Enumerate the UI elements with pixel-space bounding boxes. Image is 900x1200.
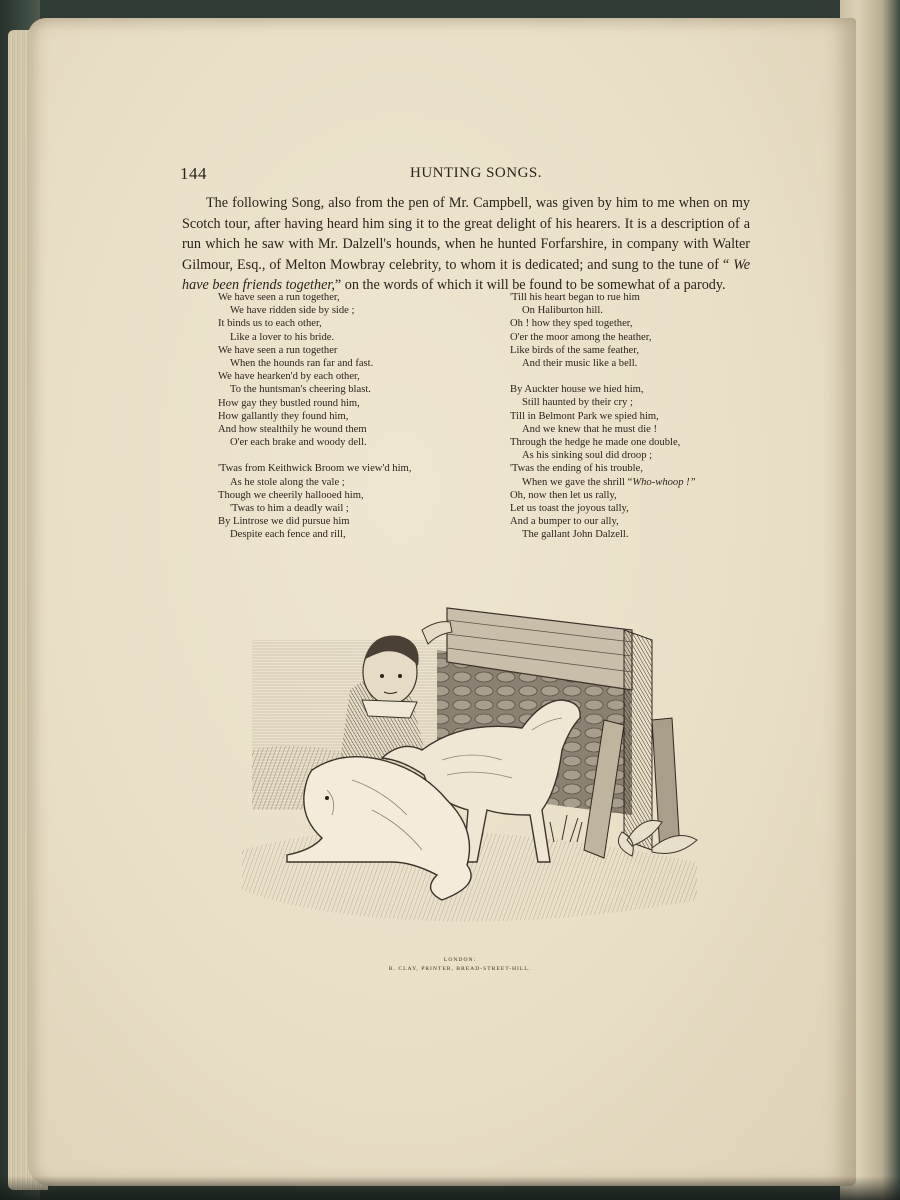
- intro-text-part1: The following Song, also from the pen of Mr. Campbell, was given by him to me when on my Scotch tour, after having heard him sing it to the great delight of his hearers. It is a description of a run which he saw with Mr. Dalzell's hounds, when he hunted Forfarshire, in company with Walter Gilmour, Esq., of Melton Mowbray celebrity, to whom it is dedicated; and sung to the tune of “: [182, 195, 750, 273]
- poem-line: Oh ! how they sped together,: [510, 318, 633, 330]
- poem-stanza: [218, 462, 468, 541]
- page-number: 144: [180, 164, 207, 183]
- poem-line: O'er each brake and woody dell.: [230, 437, 367, 449]
- page-header: [180, 164, 750, 184]
- leaning-post-2: [652, 718, 680, 852]
- poem-line: As his sinking soul did droop ;: [522, 450, 653, 462]
- poem-line: The gallant John Dalzell.: [522, 529, 629, 541]
- poem-line: And how stealthily he wound them: [218, 424, 367, 436]
- poem-stanza: [218, 291, 468, 449]
- poem-line: It binds us to each other,: [218, 318, 322, 330]
- song-title: We have been friends together,: [182, 256, 750, 294]
- poem-line: Despite each fence and rill,: [230, 529, 346, 541]
- poem-line: By Auckter house we hied him,: [510, 384, 644, 396]
- running-head: HUNTING SONGS.: [410, 165, 543, 181]
- intro-text: [182, 193, 750, 296]
- poem-line: And we knew that he must die !: [522, 423, 658, 435]
- poem-line: We have seen a run together,: [218, 292, 340, 303]
- poem-stanza: [510, 383, 770, 541]
- poem-line: We have seen a run together: [218, 344, 338, 356]
- poem-line: As he stole along the vale ;: [230, 476, 345, 488]
- bottom-shadow: [0, 1176, 900, 1200]
- intro-text-part2: ” on the words of which it will be found to be somewhat of a parody.: [334, 277, 726, 294]
- poem-line: Let us toast the joyous tally,: [510, 503, 629, 515]
- poem-line: Still haunted by their cry ;: [522, 397, 633, 409]
- poem-line: O'er the moor among the heather,: [510, 331, 652, 343]
- poem-column-left: [218, 291, 468, 555]
- printer-imprint: [360, 956, 560, 974]
- boy-collar: [362, 700, 417, 718]
- poem-line: 'Till his heart began to rue him: [510, 292, 640, 303]
- poem-line: Like birds of the same feather,: [510, 344, 640, 356]
- poem-line: 'Twas from Keithwick Broom we view'd him,: [218, 463, 412, 475]
- poem-line-italic: Who-whoop !”: [632, 476, 696, 488]
- poem-line: When the hounds ran far and fast.: [230, 358, 374, 370]
- poem-line: And a bumper to our ally,: [510, 516, 619, 528]
- poem-line: Though we cheerily hallooed him,: [218, 489, 364, 501]
- poem-line: And their music like a bell.: [522, 358, 638, 370]
- poem-line: Through the hedge he made one double,: [510, 437, 681, 449]
- poem-line: By Lintrose we did pursue him: [218, 516, 350, 528]
- poem-stanza: [510, 291, 770, 370]
- wooden-post: [624, 630, 652, 850]
- imprint-printer: R. CLAY, PRINTER, BREAD-STREET-HILL.: [388, 966, 532, 972]
- poem-line: Like a lover to his bride.: [230, 331, 335, 343]
- intro-paragraph: [182, 193, 750, 296]
- engraving-illustration: [232, 600, 702, 930]
- poem-line: How gay they bustled round him,: [218, 397, 360, 409]
- poem-line: We have ridden side by side ;: [230, 305, 355, 317]
- poem-line: Till in Belmont Park we spied him,: [510, 410, 659, 422]
- poem-column-right: [510, 291, 770, 555]
- poem-line: 'Twas to him a deadly wail ;: [230, 503, 349, 515]
- poem-line: How gallantly they found him,: [218, 410, 349, 422]
- imprint-city: LONDON:: [443, 957, 477, 963]
- poem-line: On Haliburton hill.: [522, 305, 603, 317]
- poem-line: Oh, now then let us rally,: [510, 489, 617, 501]
- poem-line: 'Twas the ending of his trouble,: [510, 463, 643, 475]
- poem-line: To the huntsman's cheering blast.: [230, 384, 371, 396]
- grass-tufts: [550, 815, 582, 842]
- poem-line: We have hearken'd by each other,: [218, 371, 360, 383]
- poem-line: When we gave the shrill “Who-whoop !”: [522, 476, 696, 488]
